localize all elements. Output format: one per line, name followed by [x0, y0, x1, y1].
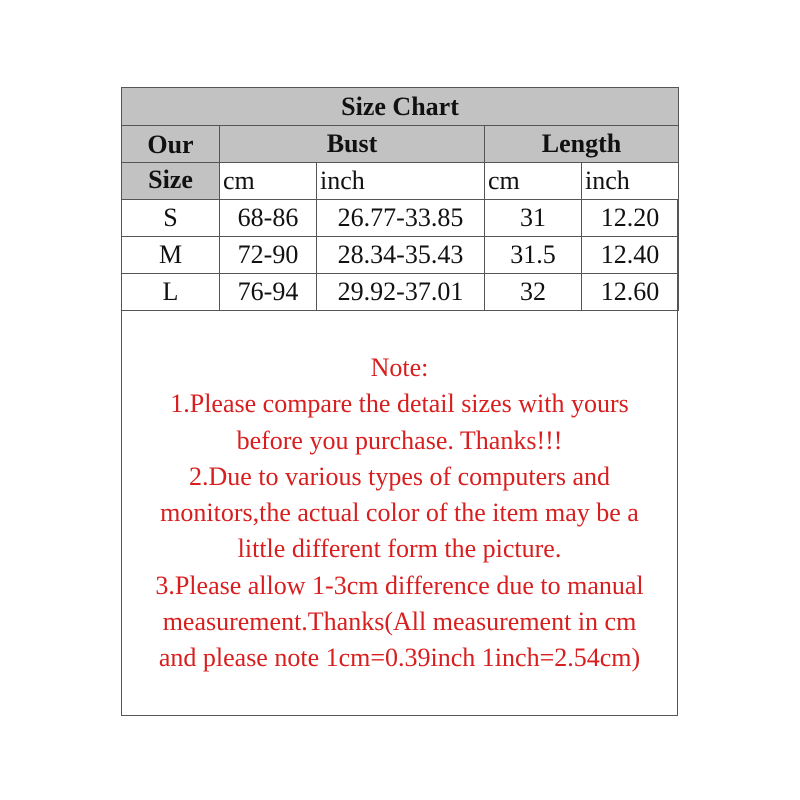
our-size-header-line2: Size	[122, 163, 220, 200]
bust-inch-cell: 26.77-33.85	[317, 200, 485, 237]
length-cm-cell: 31.5	[485, 237, 582, 274]
our-size-header-line1: Our	[122, 126, 220, 163]
note-heading: Note:	[370, 353, 429, 382]
bust-inch-cell: 28.34-35.43	[317, 237, 485, 274]
length-inch-cell: 12.20	[582, 200, 679, 237]
note-line: 2.Due to various types of computers and	[189, 461, 610, 491]
note-line: measurement.Thanks(All measurement in cm	[162, 607, 637, 637]
size-cell: S	[122, 200, 220, 237]
note-line: before you purchase. Thanks!!!	[236, 425, 563, 455]
note-line: and please note 1cm=0.39inch 1inch=2.54cm)	[158, 643, 641, 673]
note-line: little different form the picture.	[237, 534, 562, 564]
table-row	[122, 200, 679, 237]
size-chart-table	[121, 87, 679, 311]
size-cell: L	[122, 274, 220, 311]
note-line: 1.Please compare the detail sizes with yours	[170, 389, 629, 419]
bust-cm-cell: 68-86	[220, 200, 317, 237]
note-line: monitors,the actual color of the item may be a	[160, 498, 639, 528]
bust-header: Bust	[220, 126, 485, 163]
bust-cm-cell: 72-90	[220, 237, 317, 274]
length-header: Length	[485, 126, 679, 163]
length-inch-cell: 12.60	[582, 274, 679, 311]
size-cell: M	[122, 237, 220, 274]
title-row	[122, 88, 679, 126]
length-inch-header: inch	[582, 163, 679, 200]
table-row	[122, 237, 679, 274]
table-title: Size Chart	[122, 88, 679, 126]
bust-inch-header: inch	[317, 163, 485, 200]
length-cm-header: cm	[485, 163, 582, 200]
header-row	[122, 126, 679, 163]
bust-cm-header: cm	[220, 163, 317, 200]
note-line: 3.Please allow 1-3cm difference due to manual	[155, 570, 644, 600]
bust-cm-cell: 76-94	[220, 274, 317, 311]
table-row	[122, 274, 679, 311]
unit-row	[122, 163, 679, 200]
length-inch-cell: 12.40	[582, 237, 679, 274]
notes-block	[122, 350, 677, 677]
bust-inch-cell: 29.92-37.01	[317, 274, 485, 311]
length-cm-cell: 31	[485, 200, 582, 237]
length-cm-cell: 32	[485, 274, 582, 311]
